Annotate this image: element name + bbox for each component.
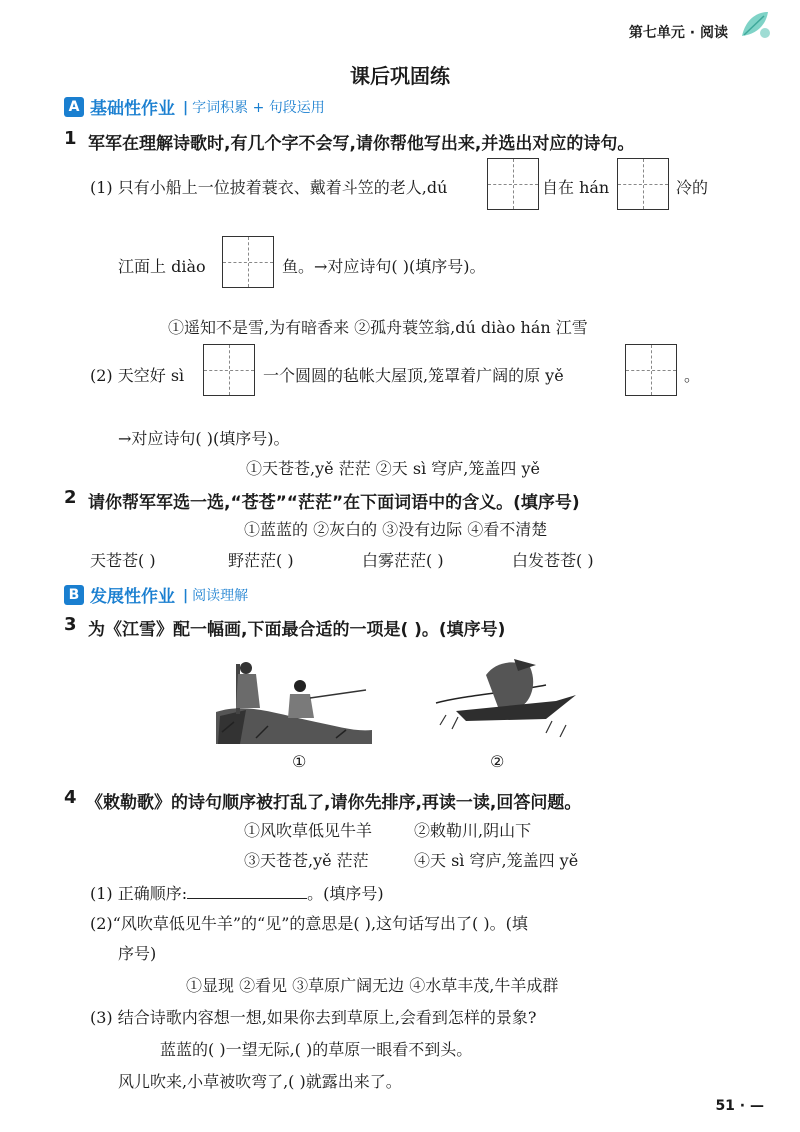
q4-option-4: ④天 sì 穹庐,笼盖四 yě: [414, 851, 579, 870]
q4-s2-line2: 序号): [118, 944, 157, 963]
q4-s1-label: (1) 正确顺序:: [90, 884, 188, 903]
q4-s3-line3: 风儿吹来,小草被吹弯了,( )就露出来了。: [118, 1072, 402, 1091]
q4-text: 《敕勒歌》的诗句顺序被打乱了,请你先排序,再读一读,回答问题。: [86, 793, 582, 813]
q1-p1-line2a: 江面上 diào: [118, 257, 206, 276]
picture-label-1: ①: [292, 752, 307, 771]
q1-number: 1: [64, 128, 77, 149]
q2-item-4: 白发苍苍( ): [512, 551, 594, 570]
picture-label-2: ②: [490, 752, 505, 771]
q1-p2-line2: →对应诗句( )(填序号)。: [118, 429, 290, 448]
writing-box-ye[interactable]: [625, 344, 677, 396]
q1-p1-line1c: 冷的: [676, 178, 709, 197]
q4-s2-options: ①显现 ②看见 ③草原广阔无边 ④水草丰茂,牛羊成群: [186, 976, 559, 995]
q2-options: ①蓝蓝的 ②灰白的 ③没有边际 ④看不清楚: [244, 520, 548, 539]
q2-item-1: 天苍苍( ): [90, 551, 156, 570]
picture-option-1[interactable]: [216, 652, 372, 744]
q1-p1-line1b: 自在 hán: [542, 178, 610, 197]
writing-box-si[interactable]: [203, 344, 255, 396]
q4-s1-tail: 。(填序号): [307, 884, 384, 903]
q2-text: 请你帮军军选一选,“苍苍”“茫茫”在下面词语中的含义。(填序号): [88, 493, 580, 513]
q1-text: 军军在理解诗歌时,有几个字不会写,请你帮他写出来,并选出对应的诗句。: [88, 134, 635, 154]
page-number: 51 · —: [715, 1098, 764, 1114]
section-b-label: 发展性作业: [90, 587, 175, 607]
q4-option-2: ②敕勒川,阴山下: [414, 821, 532, 840]
section-b-badge: B: [64, 585, 84, 605]
q1-p2-line1a: (2) 天空好 sì: [90, 366, 185, 385]
q1-p1-options: ①遥知不是雪,为有暗香来 ②孤舟蓑笠翁,dú diào hán 江雪: [168, 318, 588, 337]
q4-number: 4: [64, 787, 77, 808]
q2-item-2: 野茫茫( ): [228, 551, 294, 570]
writing-box-diao[interactable]: [222, 236, 274, 288]
q1-p2-line1c: 。: [684, 366, 701, 385]
section-a-label: 基础性作业: [90, 99, 175, 119]
writing-box-han[interactable]: [617, 158, 669, 210]
order-answer-line[interactable]: [187, 882, 307, 899]
unit-header: 第七单元 · 阅读: [628, 25, 728, 41]
section-a-badge: A: [64, 97, 84, 117]
q4-option-1: ①风吹草低见牛羊: [244, 821, 373, 840]
q2-item-3: 白雾茫茫( ): [362, 551, 444, 570]
q3-number: 3: [64, 614, 77, 635]
q2-number: 2: [64, 487, 77, 508]
leaf-icon: [738, 8, 772, 42]
q4-s3-line1: (3) 结合诗歌内容想一想,如果你去到草原上,会看到怎样的景象?: [90, 1008, 537, 1027]
writing-box-du[interactable]: [487, 158, 539, 210]
q1-p2-options: ①天苍苍,yě 茫茫 ②天 sì 穹庐,笼盖四 yě: [246, 459, 540, 478]
section-a-header: [64, 94, 325, 119]
page-title: 课后巩固练: [350, 64, 450, 88]
q4-s1: [90, 881, 384, 904]
section-b-header: [64, 582, 248, 607]
q1-p2-line1b: 一个圆圆的毡帐大屋顶,笼罩着广阔的原 yě: [263, 366, 564, 385]
picture-option-2[interactable]: [426, 655, 578, 745]
q1-p1-line1a: (1) 只有小船上一位披着蓑衣、戴着斗笠的老人,dú: [90, 178, 448, 197]
section-b-sub: | 阅读理解: [183, 585, 248, 605]
q4-s3-line2: 蓝蓝的( )一望无际,( )的草原一眼看不到头。: [160, 1040, 473, 1059]
q3-text: 为《江雪》配一幅画,下面最合适的一项是( )。(填序号): [88, 620, 506, 640]
section-a-sub: | 字词积累 + 句段运用: [183, 97, 325, 117]
q4-s2-line1: (2)“风吹草低见牛羊”的“见”的意思是( ),这句话写出了( )。(填: [90, 914, 528, 933]
q4-option-3: ③天苍苍,yě 茫茫: [244, 851, 369, 870]
q1-p1-line2b: 鱼。→对应诗句( )(填序号)。: [282, 257, 486, 276]
